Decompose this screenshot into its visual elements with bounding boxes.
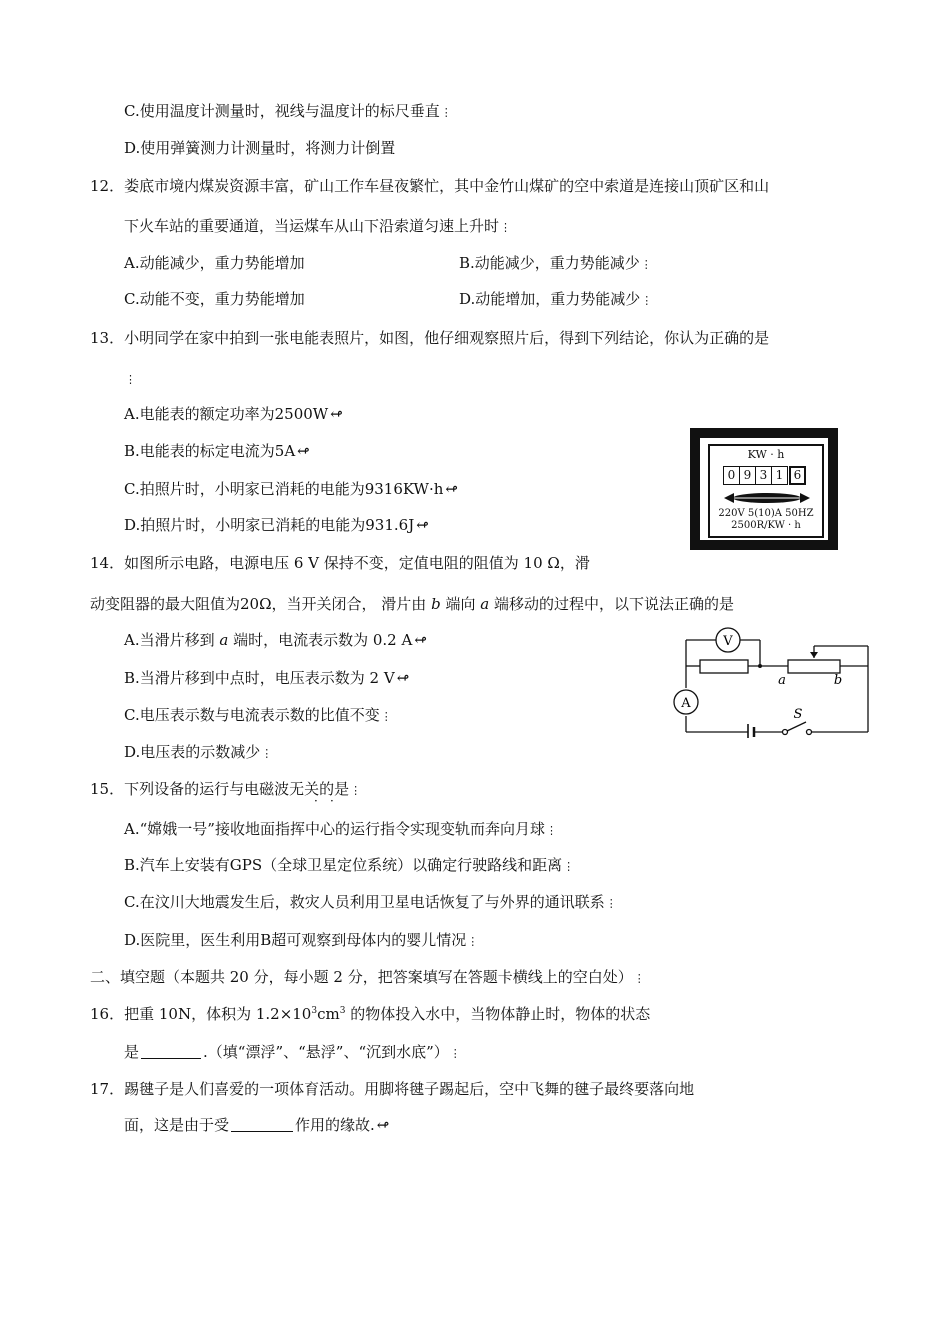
meter-digit: 1 xyxy=(771,466,788,485)
emphasis-dot: · xyxy=(314,794,318,808)
q13-option-b: B.电能表的标定电流为5A ↫ xyxy=(124,442,310,460)
q15-stem: 15．下列设备的运行与电磁波无关的是⋮ xyxy=(90,780,362,798)
q14-option-b: B.当滑片移到中点时，电压表示数为 2 V ↫ xyxy=(124,669,410,687)
meter-spec-rating: 220V 5(10)A 50HZ xyxy=(718,508,814,519)
q13-stem-line1: 13．小明同学在家中拍到一张电能表照片，如图，他仔细观察照片后，得到下列结论，你认为正确的是 xyxy=(90,329,770,347)
q16-stem-line1: 16．把重 10N，体积为 $1.2\times 10^3cm^3$ 的物体投入水中，当物体静止时，物体的状态 xyxy=(90,1005,651,1023)
rheostat-end-a-label: a xyxy=(778,673,786,688)
q14-option-d: D.电压表的示数减少⋮ xyxy=(124,743,273,761)
section-2-heading: 二、填空题（本题共 20 分，每小题 2 分，把答案填写在答题卡横线上的空白处）⋮ xyxy=(90,968,645,986)
q11-option-d: D.使用弹簧测力计测量时，将测力计倒置 xyxy=(124,139,396,157)
meter-digit-decimal: 6 xyxy=(789,466,806,485)
meter-digit: 0 xyxy=(723,466,740,485)
q12-option-d: D.动能增加，重力势能减少⋮ xyxy=(459,290,653,308)
q13-stem-colon: ⋮ xyxy=(125,373,136,386)
q17-stem-line2: 面，这是由于受 作用的缘故. ↫ xyxy=(124,1116,390,1134)
q16-stem-line2: 是 .（填“漂浮”、“悬浮”、“沉到水底”）⋮ xyxy=(124,1043,461,1061)
q14-stem-line2: 动变阻器的最大阻值为20Ω，当开关闭合， 滑片由 b 端向 a 端移动的过程中，以下说法正确的是 xyxy=(90,595,734,613)
q12-stem-line1: 12．娄底市境内煤炭资源丰富，矿山工作车昼夜繁忙，其中金竹山煤矿的空中索道是连接山顶矿区和山 xyxy=(90,177,770,195)
q17-stem-line1: 17．踢毽子是人们喜爱的一项体育活动。用脚将毽子踢起后，空中飞舞的毽子最终要落向地 xyxy=(90,1080,695,1098)
q15-option-c: C.在汶川大地震发生后，救灾人员利用卫星电话恢复了与外界的通讯联系⋮ xyxy=(124,893,617,911)
fixed-resistor xyxy=(700,660,748,673)
q13-option-c: C.拍照片时，小明家已消耗的电能为9316KW·h ↫ xyxy=(124,480,458,498)
q13-option-a: A.电能表的额定功率为2500W ↫ xyxy=(124,405,343,423)
rheostat-end-b-label: b xyxy=(833,673,843,688)
q13-option-d: D.拍照片时，小明家已消耗的电能为931.6J ↫ xyxy=(124,516,429,534)
circuit-diagram xyxy=(664,626,874,738)
meter-digit: 9 xyxy=(739,466,756,485)
q12-option-c: C.动能不变，重力势能增加 xyxy=(124,290,305,308)
electric-meter-figure xyxy=(690,428,838,550)
answer-blank[interactable] xyxy=(141,1044,201,1059)
q14-option-a: A.当滑片移到 a 端时，电流表示数为 0.2 A ↫ xyxy=(124,631,427,649)
q15-option-b: B.汽车上安装有GPS（全球卫星定位系统）以确定行驶路线和距离⋮ xyxy=(124,856,575,874)
meter-digit: 3 xyxy=(755,466,772,485)
meter-digits xyxy=(724,466,806,485)
q12-stem-line2: 下火车站的重要通道，当运煤车从山下沿索道匀速上升时⋮ xyxy=(124,217,512,235)
rheostat xyxy=(788,660,840,673)
q14-option-c: C.电压表示数与电流表示数的比值不变⋮ xyxy=(124,706,392,724)
q14-stem-line1: 14．如图所示电路，电源电压 6 V 保持不变，定值电阻的阻值为 10 Ω，滑 xyxy=(90,554,590,572)
ammeter-label: A xyxy=(681,696,691,711)
switch-label: S xyxy=(793,707,803,722)
meter-spec-revolutions: 2500R/KW · h xyxy=(731,520,801,531)
voltmeter-label: V xyxy=(723,634,733,649)
answer-blank[interactable] xyxy=(231,1117,293,1132)
q12-option-b: B.动能减少，重力势能减少⋮ xyxy=(459,254,652,272)
meter-unit-label: KW · h xyxy=(747,448,785,461)
q15-option-d: D.医院里，医生利用B超可观察到母体内的婴儿情况⋮ xyxy=(124,931,479,949)
meter-disc-icon xyxy=(722,490,812,506)
q15-option-a: A.“嫦娥一号”接收地面指挥中心的运行指令实现变轨而奔向月球⋮ xyxy=(124,820,557,838)
q11-option-c: C.使用温度计测量时，视线与温度计的标尺垂直⋮ xyxy=(124,102,452,120)
emphasis-dot: · xyxy=(330,794,334,808)
q12-option-a: A.动能减少，重力势能增加 xyxy=(124,254,305,272)
